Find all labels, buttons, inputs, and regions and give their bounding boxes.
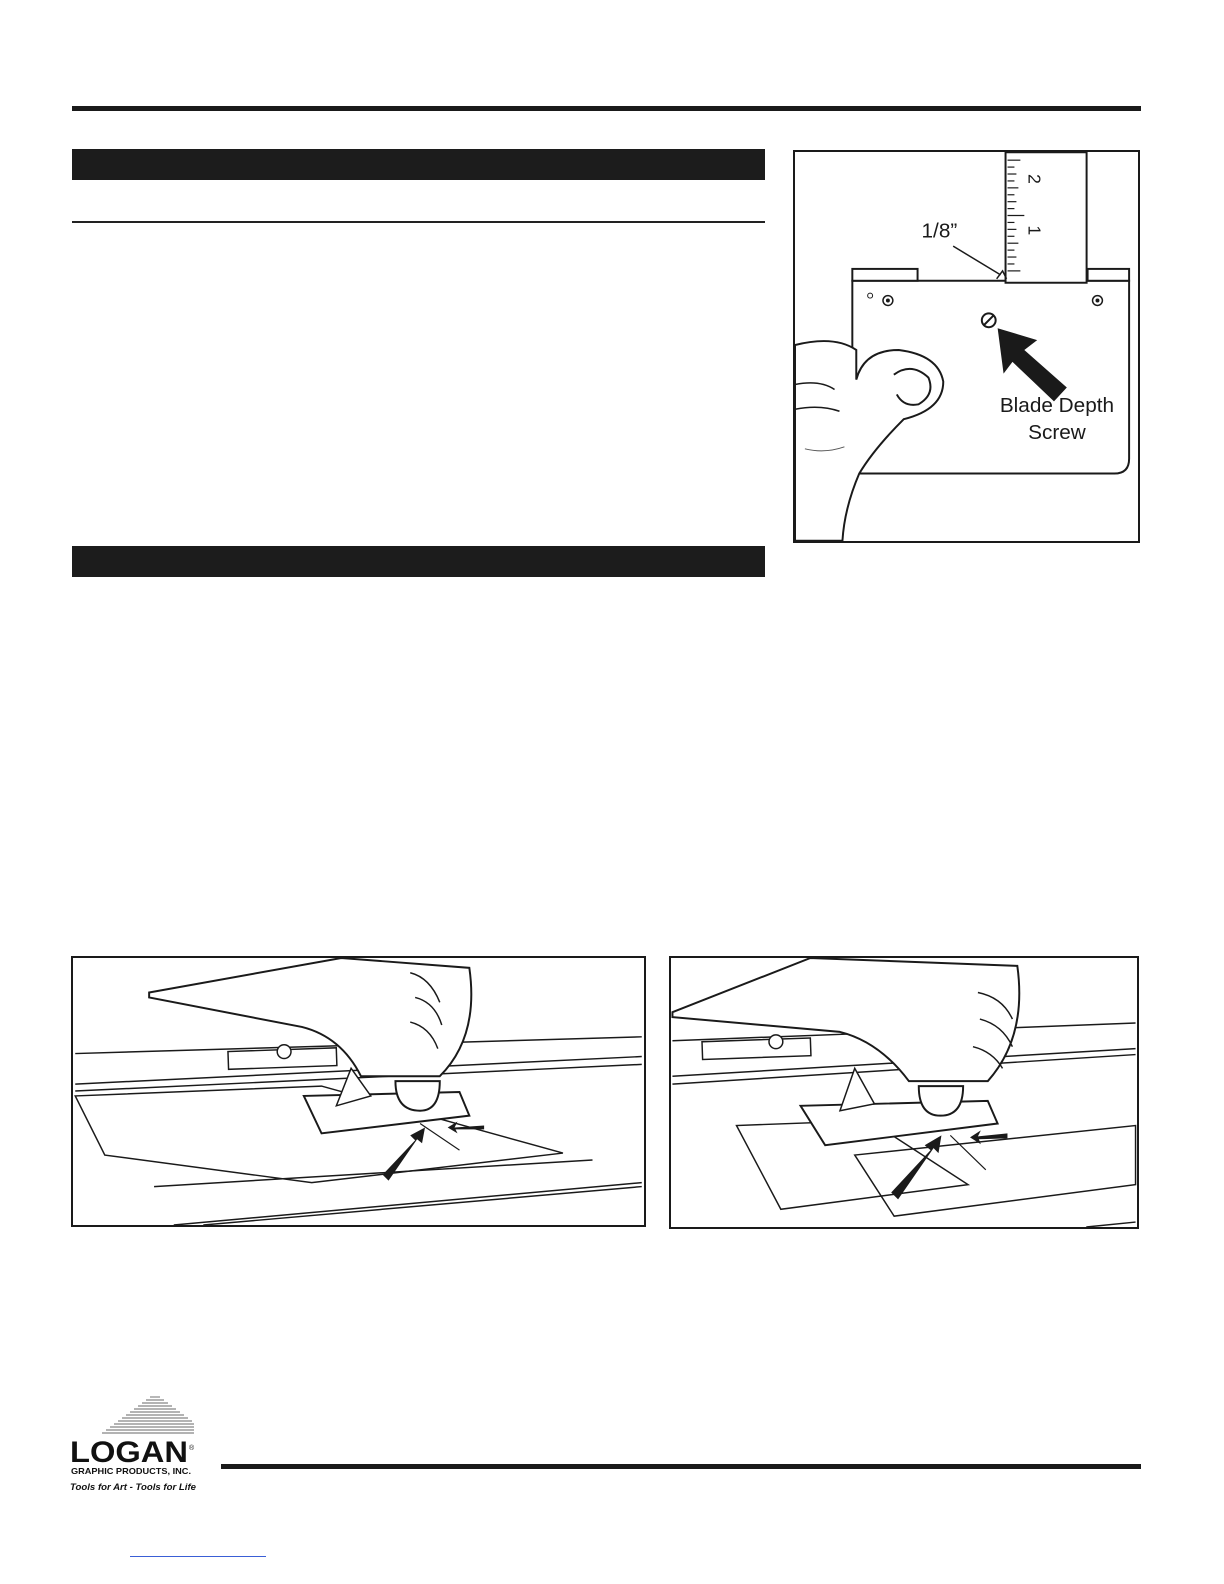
- cutting-illustration-left: [73, 958, 644, 1225]
- ruler-mark-1: 1: [1024, 225, 1045, 236]
- arrow-icon: [383, 1127, 425, 1180]
- logo-brand: LOGAN: [70, 1436, 188, 1469]
- blade-depth-illustration: [795, 152, 1138, 541]
- ruler: [1006, 152, 1087, 282]
- measure-label: 1/8”: [921, 219, 958, 243]
- header-rule: [72, 106, 1141, 111]
- hand-illustration: [672, 958, 1019, 1081]
- callout-label-line1: Blade Depth: [999, 394, 1115, 418]
- logo-stripes-icon: [68, 1394, 198, 1499]
- figure-cut-left: [71, 956, 646, 1227]
- figure-blade-depth: [793, 150, 1140, 543]
- logo-registered-mark: ®: [189, 1445, 195, 1452]
- figure-cut-right: [669, 956, 1139, 1229]
- cutter-head: [801, 1101, 998, 1145]
- footer-rule: [221, 1464, 1141, 1469]
- cutter-head: [304, 1092, 470, 1133]
- logan-logo: [68, 1394, 198, 1499]
- subsection-rule: [72, 221, 765, 223]
- cutting-illustration-right: [671, 958, 1137, 1227]
- section-heading-bar-1: [72, 149, 765, 180]
- ruler-mark-2: 2: [1024, 174, 1045, 184]
- logo-tagline: Tools for Art - Tools for Life: [70, 1482, 196, 1492]
- section-heading-bar-2: [72, 546, 765, 577]
- logo-company: GRAPHIC PRODUCTS, INC.: [71, 1466, 191, 1476]
- link-underline[interactable]: [130, 1556, 266, 1557]
- measure-leader-line: [953, 246, 1000, 275]
- callout-label-line2: Screw: [1028, 420, 1086, 444]
